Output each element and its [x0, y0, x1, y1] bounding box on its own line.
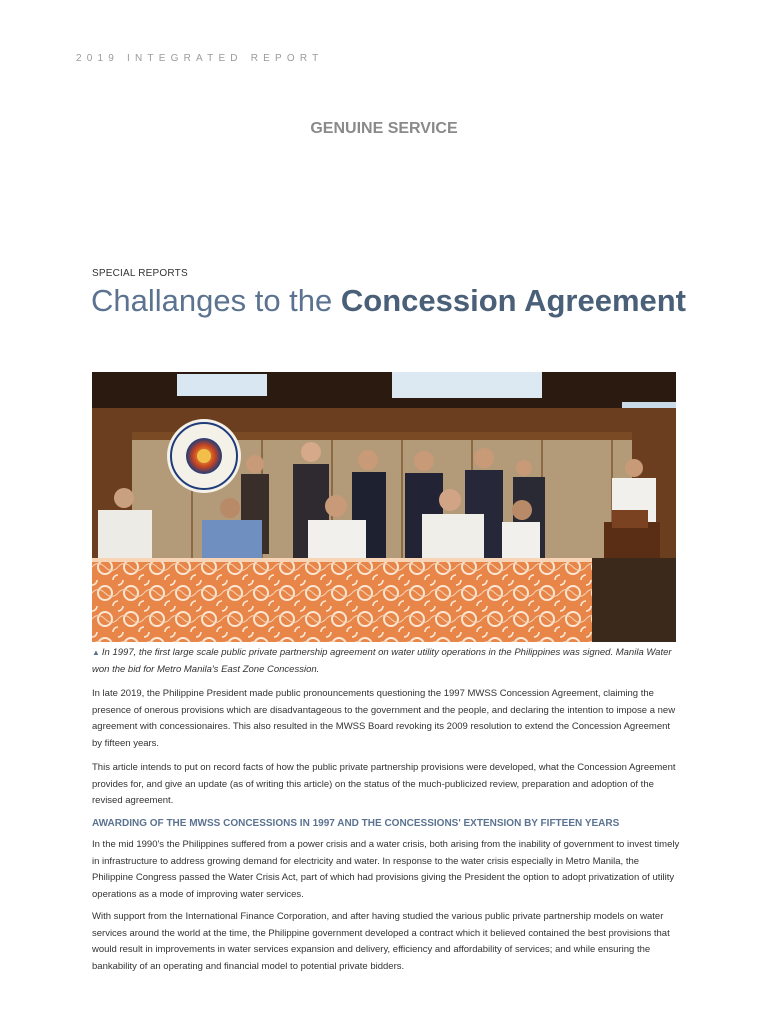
photo-caption	[92, 644, 676, 678]
body-paragraph: In late 2019, the Philippine President made public pronouncements questioning the 1997 MWSS Concession Agreement, claiming the presence of onerous provisions which are disadvantageous to the government and the people, and declaring the intention to impose a new agreement with concessionaires. This also resulted in the MWSS Board revoking its 2009 resolution to extend the Concession Agreement by fifteen years.	[92, 688, 676, 749]
article-kicker: SPECIAL REPORTS	[92, 268, 188, 279]
caption-triangle-icon: ▲	[92, 648, 100, 657]
body-paragraph: With support from the International Finance Corporation, and after having studied the various public private partnership models on water services around the world at the time, the Philippine government developed a contract which it believed contained the best provisions that would result in improvements in water services expansion and delivery, efficiency and affordability of services; and while ensuring the bankability of an operating and financial model to potential private bidders.	[92, 911, 670, 972]
body-paragraph: In the mid 1990's the Philippines suffered from a power crisis and a water crisis, both arising from the inability of government to invest timely in infrastructure to address growing demand for electricity and water. In response to the water crisis especially in Metro Manila, the Philippine Congress passed the Water Crisis Act, part of which had provisions giving the President the option to adopt privatization of utility operations as a mode of improving water services.	[92, 839, 680, 900]
section-title: GENUINE SERVICE	[310, 120, 458, 137]
presidential-seal-icon	[167, 419, 241, 493]
article-title-light: Challanges to the	[91, 283, 341, 318]
body-paragraph: This article intends to put on record facts of how the public private partnership provisions were developed, what the Concession Agreement provides for, and give an update (as of writing this article) on the status of the much-publicized review, preparation and adoption of the revised agreement.	[92, 762, 676, 807]
article-title	[91, 283, 686, 319]
article-title-bold: Concession Agreement	[340, 283, 687, 318]
report-label: 2019 INTEGRATED REPORT	[76, 53, 324, 64]
section-subheading: AWARDING OF THE MWSS CONCESSIONS IN 1997 AND THE CONCESSIONS' EXTENSION BY FIFTEEN YEARS	[92, 818, 620, 829]
signing-ceremony-photo	[92, 372, 676, 642]
photo-caption-text: In 1997, the first large scale public private partnership agreement on water utility operations in the Philippines was signed. Manila Water won the bid for Metro Manila's East Zone Concession.	[92, 647, 672, 675]
